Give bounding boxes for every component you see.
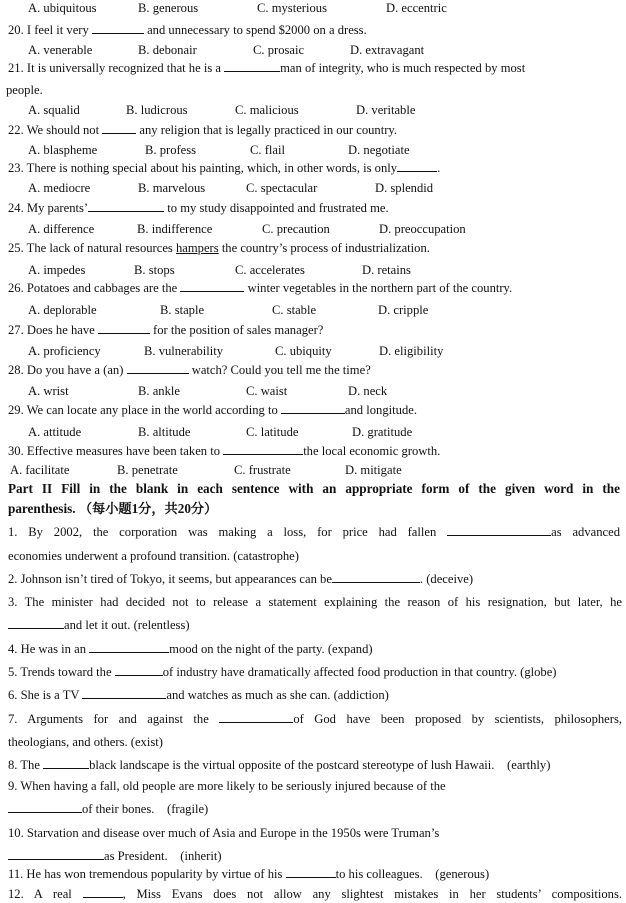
q29-option-a: A. attitude: [28, 425, 82, 439]
q24-option-b: B. indifference: [137, 222, 213, 236]
q25-option-c: C. accelerates: [235, 263, 305, 277]
p2-q12-blank: [83, 886, 123, 898]
q20-option-d: D. extravagant: [350, 43, 425, 57]
q28-option-a: A. wrist: [28, 384, 69, 398]
q21-stem: 21. It is universally recognized that he is a man of integrity, who is much respected by most: [8, 61, 526, 75]
q22-stem: 22. We should not any religion that is legally practiced in our country.: [8, 123, 398, 137]
q30-option-d: D. mitigate: [345, 463, 402, 477]
q27-option-c: C. ubiquity: [275, 344, 332, 358]
q26-option-a: A. deplorable: [28, 303, 97, 317]
q22-option-d: D. negotiate: [348, 143, 410, 157]
q28-option-d: D. neck: [348, 384, 388, 398]
q21-option-b: B. ludicrous: [126, 103, 188, 117]
p2-q7-stem: 7. Arguments for and against the of God have been proposed by scientists, philosophers,: [8, 712, 622, 726]
q25-stem: 25. The lack of natural resources hampers the country’s process of industrialization.: [8, 241, 430, 255]
p2-q9-hint: (fragile): [167, 802, 209, 816]
p2-q1-stem: 1. By 2002, the corporation was making a loss, for price had fallen as advanced: [8, 525, 620, 539]
q26-stem: 26. Potatoes and cabbages are the winter vegetables in the northern part of the country.: [8, 281, 513, 295]
q25-option-d: D. retains: [362, 263, 411, 277]
q21-blank: [224, 60, 280, 72]
p2-q1-blank: [447, 524, 551, 536]
q24-option-a: A. difference: [28, 222, 95, 236]
q19-option-b: B. generous: [138, 1, 199, 15]
q30-option-b: B. penetrate: [117, 463, 178, 477]
q23-stem: 23. There is nothing special about his painting, which, in other words, is only .: [8, 161, 441, 175]
q29-option-c: C. latitude: [246, 425, 299, 439]
q28-option-c: C. waist: [246, 384, 288, 398]
p2-q10-blank: [8, 848, 104, 860]
part2-header: Part II Fill in the blank in each sentence with an appropriate form of the given word in the: [8, 481, 620, 496]
p2-q11-hint: (generous): [435, 867, 490, 881]
p2-q4-stem: 4. He was in an mood on the night of the party. (expand): [8, 642, 373, 656]
q24-stem: 24. My parents’ to my study disappointed and frustrated me.: [8, 201, 389, 215]
p2-q4-blank: [89, 641, 169, 653]
p2-q5-stem: 5. Trends toward the of industry have dramatically affected food production in that country. (globe): [8, 665, 557, 679]
q30-stem: 30. Effective measures have been taken to the local economic growth.: [8, 444, 441, 458]
p2-q11-stem: 11. He has won tremendous popularity by virtue of his to his colleagues. (generous): [8, 867, 490, 881]
q29-stem: 29. We can locate any place in the world according to and longitude.: [8, 403, 417, 417]
q26-option-b: B. staple: [160, 303, 205, 317]
q27-option-d: D. eligibility: [379, 344, 444, 358]
p2-q8-hint: (earthly): [507, 758, 551, 772]
part2-score: （每小题1分，共20分）: [78, 501, 218, 516]
p2-q3-stem: 3. The minister had decided not to release a statement explaining the reason of his resignation, but later, he: [8, 595, 622, 609]
p2-q6-stem: 6. She is a TV and watches as much as she can. (addiction): [8, 688, 389, 702]
q26-blank: [180, 280, 244, 292]
p2-q9-stem-cont: of their bones. (fragile): [8, 801, 622, 817]
p2-q7-stem-cont: theologians, and others. (exist): [8, 735, 163, 749]
q24-blank: [88, 200, 164, 212]
q27-stem: 27. Does he have for the position of sales manager?: [8, 323, 324, 337]
p2-q8-blank: [43, 757, 89, 769]
q28-blank: [127, 362, 189, 374]
p2-q9-stem: 9. When having a fall, old people are more likely to be seriously injured because of the: [8, 779, 446, 793]
q30-option-a: A. facilitate: [10, 463, 70, 477]
p2-q2-blank: [332, 571, 420, 583]
p2-q11-blank: [286, 866, 336, 878]
q22-option-b: B. profess: [145, 143, 197, 157]
q23-option-b: B. marvelous: [138, 181, 206, 195]
q23-option-a: A. mediocre: [28, 181, 91, 195]
p2-q12-stem: 12. A real , Miss Evans does not allow any slightest mistakes in her students’ compositions.: [8, 887, 622, 901]
q21-option-d: D. veritable: [356, 103, 416, 117]
q25-option-a: A. impedes: [28, 263, 86, 277]
q22-blank: [102, 122, 136, 134]
q23-option-c: C. spectacular: [246, 181, 318, 195]
q28-stem: 28. Do you have a (an) watch? Could you tell me the time?: [8, 363, 371, 377]
q30-blank: [223, 443, 303, 455]
q20-option-a: A. venerable: [28, 43, 93, 57]
q24-option-c: C. precaution: [262, 222, 330, 236]
p2-q5-blank: [115, 664, 163, 676]
q19-option-d: D. eccentric: [386, 1, 447, 15]
p2-q3-stem-cont: and let it out. (relentless): [8, 617, 622, 633]
p2-q9-blank: [8, 801, 82, 813]
q19-option-a: A. ubiquitous: [28, 1, 97, 15]
q21-option-c: C. malicious: [235, 103, 299, 117]
p2-q10-stem: 10. Starvation and disease over much of Asia and Europe in the 1950s were Truman’s: [8, 826, 440, 840]
q29-option-d: D. gratitude: [352, 425, 413, 439]
p2-q10-hint: (inherit): [180, 849, 222, 863]
part2-header-cont: parenthesis. （每小题1分，共20分）: [8, 501, 218, 516]
q22-option-a: A. blaspheme: [28, 143, 98, 157]
q21-option-a: A. squalid: [28, 103, 80, 117]
q20-option-c: C. prosaic: [253, 43, 305, 57]
p2-q10-stem-cont: as President. (inherit): [8, 848, 622, 864]
p2-q6-blank: [82, 687, 166, 699]
p2-q8-stem: 8. The black landscape is the virtual opposite of the postcard stereotype of lush Hawaii. (earthly): [8, 758, 551, 772]
q19-option-c: C. mysterious: [257, 1, 327, 15]
q23-option-d: D. splendid: [375, 181, 434, 195]
q20-stem: 20. I feel it very and unnecessary to spend $2000 on a dress.: [8, 23, 367, 37]
q27-blank: [98, 322, 150, 334]
p2-q3-blank: [8, 617, 64, 629]
q25-option-b: B. stops: [134, 263, 175, 277]
q21-stem-cont: people.: [6, 83, 43, 97]
q29-blank: [281, 402, 345, 414]
p2-q1-stem-cont: economies underwent a profound transition. (catastrophe): [8, 549, 299, 563]
p2-q2-stem: 2. Johnson isn’t tired of Tokyo, it seems, but appearances can be . (deceive): [8, 572, 474, 586]
q27-option-b: B. vulnerability: [144, 344, 224, 358]
q26-option-c: C. stable: [272, 303, 317, 317]
q30-option-c: C. frustrate: [234, 463, 291, 477]
q25-underlined-word: hampers: [175, 241, 219, 255]
p2-q7-blank: [219, 711, 293, 723]
q24-option-d: D. preoccupation: [379, 222, 466, 236]
q20-blank: [92, 22, 144, 34]
q27-option-a: A. proficiency: [28, 344, 101, 358]
q20-option-b: B. debonair: [138, 43, 197, 57]
q28-option-b: B. ankle: [138, 384, 180, 398]
q26-option-d: D. cripple: [378, 303, 429, 317]
q22-option-c: C. flail: [250, 143, 285, 157]
q23-blank: [397, 160, 437, 172]
q29-option-b: B. altitude: [138, 425, 191, 439]
